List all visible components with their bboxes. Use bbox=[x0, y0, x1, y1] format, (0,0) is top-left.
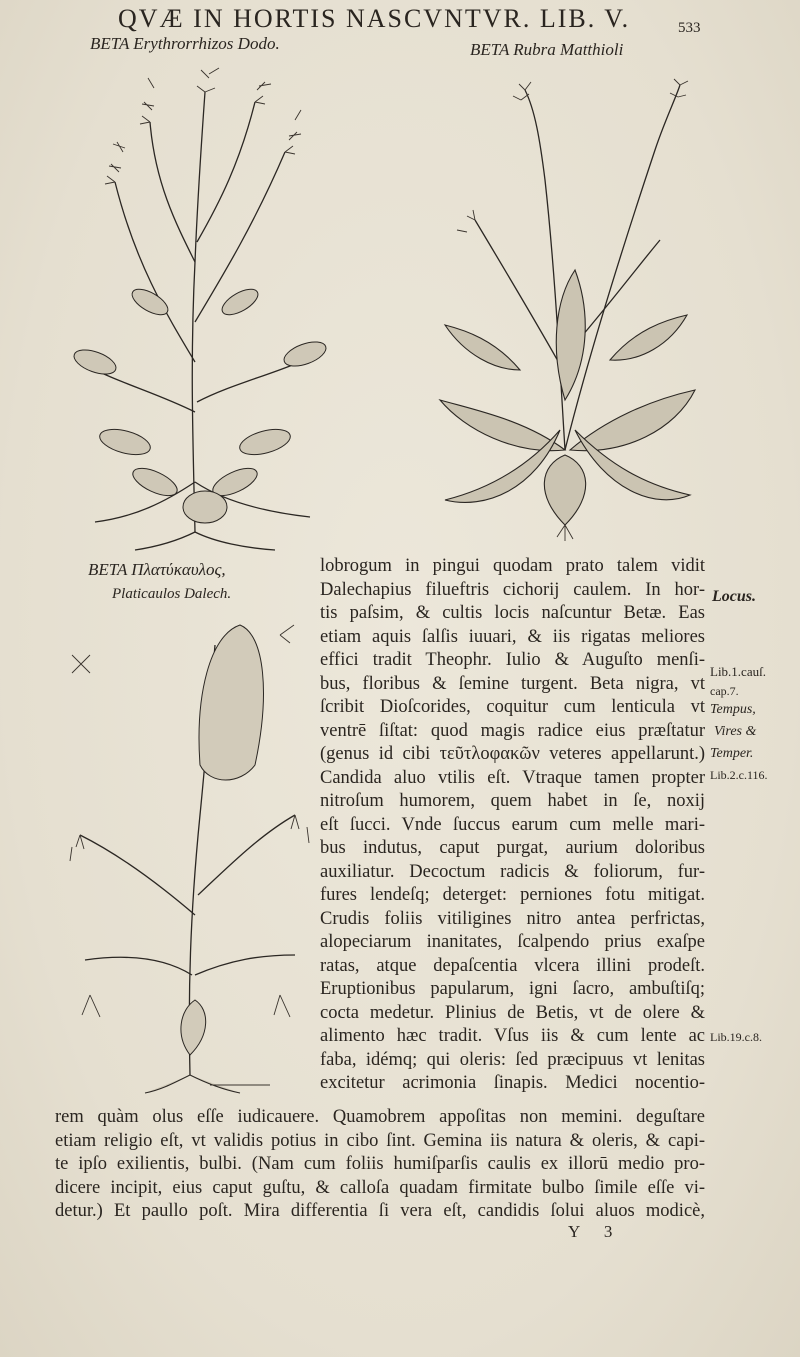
text-line: bus indutus, caput purgat, aurium doloribus bbox=[320, 838, 705, 858]
figure-caption-platicaulos-dalech: Platicaulos Dalech. bbox=[112, 586, 232, 602]
margin-note-vires: Vires & bbox=[714, 724, 757, 739]
figure-caption-beta-rubra: BETA Rubra Matthioli bbox=[470, 40, 624, 59]
beta-platicaulos-woodcut bbox=[50, 615, 315, 1095]
text-line: detur.) Et paullo poſt. Mira differentia ſi vera eſt, candidis ſolui aluos modicè, bbox=[55, 1201, 705, 1221]
margin-note-locus: Locus. bbox=[712, 588, 756, 605]
text-line: ventrē ſiſtat: quod magis radice eius præſtatur bbox=[320, 720, 705, 741]
text-line: eſt ſucci. Vnde ſuccus earum cum melle mari- bbox=[320, 814, 705, 835]
text-line: lobrogum in pingui quodam prato talem vidit bbox=[320, 556, 705, 576]
text-line: Candida aluo vtilis eſt. Vtraque tamen propter bbox=[320, 767, 705, 788]
text-line: rem quàm olus eſſe iudicauere. Quamobrem appoſitas non memini. deguſtare bbox=[55, 1107, 705, 1127]
margin-note-temper: Temper. bbox=[710, 746, 754, 761]
beta-erythrorrhizos-woodcut bbox=[55, 62, 335, 552]
text-line: alopeciarum inanitates, ſcalpendo prius exaſpe bbox=[320, 932, 705, 952]
text-line: etiam religio eſt, vt validis potius in cibo ſint. Gemina iis natura & oleris, & capi- bbox=[55, 1130, 705, 1151]
margin-note-lib19: Lib.19.c.8. bbox=[710, 1030, 762, 1044]
signature-mark: Y 3 bbox=[568, 1222, 623, 1241]
text-line: etiam aquis ſalſis iuuari, & iis rigatas meliores bbox=[320, 626, 705, 647]
text-line: Eruptionibus papularum, igni ſacro, ambuſtiſq; bbox=[320, 979, 705, 999]
beta-rubra-woodcut bbox=[425, 70, 705, 545]
figure-caption-beta-erythrorrhizos: BETA Erythrorrhizos Dodo. bbox=[90, 34, 280, 53]
text-line: (genus id cibi τεῦτλοφακῶν veteres appellarunt.) bbox=[320, 744, 705, 764]
text-line: ratas, atque depaſcentia vlcera illini prodeſt. bbox=[320, 955, 705, 976]
main-text-column bbox=[320, 555, 705, 1096]
text-line: cocta medetur. Plinius de Betis, vt de olere & bbox=[320, 1002, 705, 1023]
text-line: alimento hæc tradit. Vſus iis & cum lente ac bbox=[320, 1026, 705, 1046]
text-line: te ipſo exilientis, bulbi. (Nam cum foliis humiſparſis caulis ex illorū medio pro- bbox=[55, 1154, 705, 1174]
margin-note-tempus: Tempus, bbox=[710, 702, 756, 717]
text-line: Dalechapius filueftris cichorij caulem. In hor- bbox=[320, 579, 705, 600]
running-title: QVÆ IN HORTIS NASCVNTVR. LIB. V. bbox=[118, 4, 631, 33]
margin-note-lib2: Lib.2.c.116. bbox=[710, 768, 768, 782]
figure-caption-beta-platicaulos: BETA Πλατύκαυλος, bbox=[88, 560, 226, 579]
text-line: fures lendeſq; deterget: perniones fotu mitigat. bbox=[320, 885, 705, 905]
main-text-full-width bbox=[55, 1106, 705, 1224]
text-line: auxiliatur. Decoctum radicis & foliorum, fur- bbox=[320, 861, 705, 882]
text-line: bus, floribus & ſemine turgent. Beta nigra, vt bbox=[320, 673, 705, 694]
text-line: Crudis foliis vitiligines nitro antea perfrictas, bbox=[320, 908, 705, 929]
margin-note-cap7: cap.7. bbox=[710, 684, 739, 698]
text-line: excitetur acrimonia ſinapis. Medici nocentio- bbox=[320, 1073, 705, 1093]
text-line: effici tradit Theophr. Iulio & Auguſto menſi- bbox=[320, 650, 705, 670]
margin-note-lib1: Lib.1.cauſ. bbox=[710, 664, 766, 679]
text-line: tis paſsim, & cultis locis naſcuntur Betæ. Eas bbox=[320, 603, 705, 623]
text-line: faba, idémq; qui oleris: ſed præcipuus vt lenitas bbox=[320, 1049, 705, 1070]
text-line: ſcribit Dioſcorides, coquitur cum lenticula vt bbox=[320, 697, 705, 717]
text-line: nitroſum humorem, quem habet in ſe, noxij bbox=[320, 791, 705, 811]
page-number: 533 bbox=[678, 20, 701, 36]
text-line: dicere incipit, eius caput guſtu, & calloſa quadam firmitate bulbo ſimile eſſe vi- bbox=[55, 1177, 705, 1198]
